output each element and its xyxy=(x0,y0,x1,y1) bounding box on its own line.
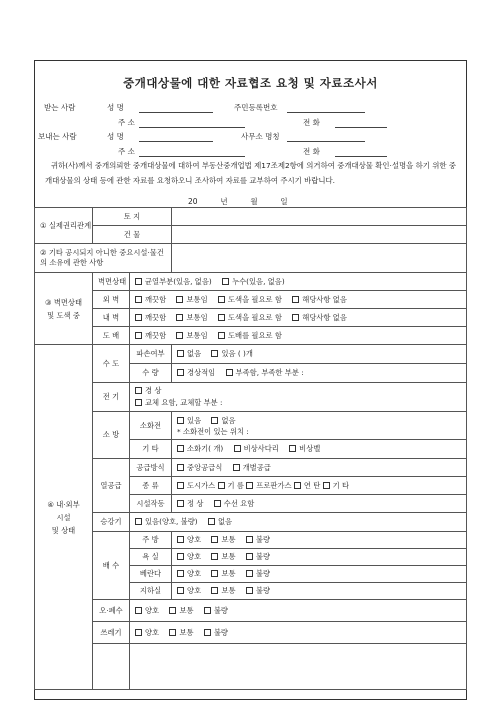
opt-label: 불량 xyxy=(213,627,228,637)
checkbox[interactable] xyxy=(204,629,211,636)
water-label: 수 도 xyxy=(93,345,130,383)
electric-label: 전 기 xyxy=(93,383,130,412)
checkbox[interactable] xyxy=(289,445,296,452)
opt-label: 비상벨 xyxy=(299,444,321,453)
opt-label: 보통 xyxy=(221,552,236,561)
wall-crack-checkbox[interactable] xyxy=(135,278,142,285)
office-field[interactable] xyxy=(287,141,365,142)
opt-label: 양호 xyxy=(187,586,202,595)
checkbox[interactable] xyxy=(169,629,176,636)
receiver-address-field[interactable] xyxy=(139,127,245,128)
drain-basement-label: 지하실 xyxy=(130,583,172,600)
checkbox[interactable] xyxy=(135,387,142,394)
checkbox[interactable] xyxy=(135,629,142,636)
opt-label: 소화기( 개) xyxy=(187,444,224,453)
opt-label: 기 름 xyxy=(227,480,244,490)
checkbox[interactable] xyxy=(211,570,218,577)
checkbox[interactable] xyxy=(169,607,176,614)
sender-address-field[interactable] xyxy=(139,156,245,157)
drain-label: 배 수 xyxy=(93,532,130,600)
checkbox[interactable] xyxy=(135,518,142,525)
section-real-rights: ① 실제권리관계 xyxy=(35,208,93,244)
opt-label: 보통 xyxy=(221,569,236,578)
checkbox[interactable] xyxy=(177,500,184,507)
electric-options xyxy=(130,383,467,412)
checkbox[interactable] xyxy=(218,332,225,339)
heating-kind-label: 종 류 xyxy=(130,477,172,495)
drain-bath-label: 욕 실 xyxy=(130,549,172,566)
water-damage-options xyxy=(172,345,467,364)
hydrant-label: 소화전 xyxy=(130,412,172,440)
section-wall-state-label: ③ 벽면상태 및 도색 중 xyxy=(44,297,83,320)
drain-kitchen-label: 주 방 xyxy=(130,532,172,549)
hydrant-note: * 소화전이 있는 위치 : xyxy=(177,426,249,436)
document-title: 중개대상물에 대한 자료협조 요청 및 자료조사서 xyxy=(123,76,378,90)
opt-label: 깨끗함 xyxy=(145,312,167,322)
checkbox[interactable] xyxy=(177,350,184,357)
checkbox[interactable] xyxy=(218,296,225,303)
opt-label: 균열부분(있음, 없음) xyxy=(145,276,212,286)
wall-options xyxy=(130,273,467,291)
water-amount-label: 수 량 xyxy=(130,364,172,383)
opt-label: 보통임 xyxy=(186,294,208,304)
opt-label: 보통 xyxy=(221,586,236,595)
opt-label: 경상적임 xyxy=(187,368,216,377)
opt-label: 불량 xyxy=(255,535,270,544)
date-day-label: 일 xyxy=(280,197,288,206)
checkbox[interactable] xyxy=(135,399,142,406)
fire-etc-options xyxy=(172,440,467,459)
date-year-prefix: 20 xyxy=(188,197,198,206)
drain-bath-options xyxy=(172,549,467,566)
heating-supply-options xyxy=(172,459,467,477)
fire-etc-label: 기 타 xyxy=(130,440,172,459)
land-value[interactable] xyxy=(172,208,467,226)
opt-label: 도색을 필요로 함 xyxy=(227,294,282,304)
drain-basement-options xyxy=(172,583,467,600)
opt-label: 해당사항 없음 xyxy=(302,312,347,322)
resident-no-field[interactable] xyxy=(287,112,365,113)
checkbox[interactable] xyxy=(135,607,142,614)
receiver-name-label: 성 명 xyxy=(107,103,124,112)
opt-label: 있음 xyxy=(187,415,202,425)
heating-label: 열공급 xyxy=(93,459,130,513)
drain-veranda-label: 베란다 xyxy=(130,566,172,583)
heating-op-label: 시설작동 xyxy=(130,495,172,513)
wall-label: 벽면상태 xyxy=(93,273,130,291)
interior-wall-options xyxy=(130,309,467,327)
opt-label: 수선 요함 xyxy=(223,498,255,508)
opt-label: 양호 xyxy=(145,627,160,637)
opt-label: 양호 xyxy=(187,552,202,561)
blank-row-label xyxy=(93,644,130,690)
date-line xyxy=(188,196,288,207)
sender-phone-field[interactable] xyxy=(335,156,387,157)
receiver-address-label: 주 소 xyxy=(118,118,135,127)
opt-label: 부족함, 부족한 부분 : xyxy=(235,368,304,377)
checkbox[interactable] xyxy=(208,518,215,525)
checkbox[interactable] xyxy=(323,482,330,489)
checkbox[interactable] xyxy=(246,553,253,560)
checkbox[interactable] xyxy=(246,536,253,543)
opt-label: 보통 xyxy=(179,627,194,637)
survey-table xyxy=(34,207,467,690)
checkbox[interactable] xyxy=(176,296,183,303)
date-year-label: 년 xyxy=(220,197,228,206)
opt-label: 도배를 필요로 함 xyxy=(227,330,282,340)
opt-label: 교체 요함, 교체할 부분 : xyxy=(145,398,223,407)
elevator-label: 승강기 xyxy=(93,513,130,532)
opt-label: 보통임 xyxy=(186,330,208,340)
section-facilities xyxy=(35,345,93,690)
request-text: 귀하(사)께서 중개의뢰한 중개대상물에 대하여 부동산중개업법 제17조제2항에 의거하여 중개대상물 확인·설명을 하기 위한 중개대상물의 상태 등에 관한 자료를 요청하오니 조사하여 자료를 교부하여 주시기 바랍니다. xyxy=(45,161,457,185)
opt-label: 보통임 xyxy=(186,312,208,322)
opt-label: 기 타 xyxy=(332,480,350,490)
checkbox[interactable] xyxy=(177,464,184,471)
opt-label: 불량 xyxy=(213,605,228,615)
opt-label: 비상사다리 xyxy=(243,444,279,453)
checkbox[interactable] xyxy=(246,587,253,594)
blank-row-value[interactable] xyxy=(130,644,467,690)
checkbox[interactable] xyxy=(177,587,184,594)
office-label: 사무소 명칭 xyxy=(241,132,280,141)
wallpaper-label: 도 배 xyxy=(93,327,130,345)
checkbox[interactable] xyxy=(218,314,225,321)
opt-label: 없음 xyxy=(221,415,236,425)
opt-label: 프로판가스 xyxy=(256,480,292,490)
checkbox[interactable] xyxy=(211,417,218,424)
fire-label: 소 방 xyxy=(93,412,130,459)
opt-label: 도시가스 xyxy=(187,480,216,490)
opt-label: 경 상 xyxy=(145,386,162,395)
land-label: 토 지 xyxy=(93,208,172,226)
wallpaper-options xyxy=(130,327,467,345)
checkbox[interactable] xyxy=(176,332,183,339)
drain-kitchen-options xyxy=(172,532,467,549)
checkbox[interactable] xyxy=(204,607,211,614)
water-damage-label: 파손여부 xyxy=(130,345,172,364)
checkbox[interactable] xyxy=(177,482,184,489)
opt-label: 불량 xyxy=(255,569,270,578)
checkbox[interactable] xyxy=(177,369,184,376)
section-facilities-label: ④ 내·외부 시설 및 상태 xyxy=(47,499,80,535)
checkbox[interactable] xyxy=(135,332,142,339)
opt-label: 있음(양호, 불량) xyxy=(145,517,198,526)
checkbox[interactable] xyxy=(226,369,233,376)
section-wall-state xyxy=(35,273,93,345)
wall-leak-checkbox[interactable] xyxy=(222,278,229,285)
opt-label: 있음 ( )개 xyxy=(221,349,253,358)
checkbox[interactable] xyxy=(214,500,221,507)
heating-op-options xyxy=(172,495,467,513)
sewage-label: 오·폐수 xyxy=(93,600,130,622)
date-month-label: 월 xyxy=(250,197,258,206)
receiver-phone-label: 전 화 xyxy=(303,118,320,127)
form-frame xyxy=(34,60,467,700)
checkbox[interactable] xyxy=(211,350,218,357)
opt-label: 개별공급 xyxy=(242,462,271,472)
opt-label: 깨끗함 xyxy=(145,294,167,304)
garbage-options xyxy=(130,622,467,644)
opt-label: 양호 xyxy=(187,535,202,544)
opt-label: 정 상 xyxy=(187,498,204,508)
sender-label: 보내는 사람 xyxy=(38,132,77,141)
checkbox[interactable] xyxy=(211,536,218,543)
checkbox[interactable] xyxy=(135,296,142,303)
exterior-wall-label: 외 벽 xyxy=(93,291,130,309)
garbage-label: 쓰레기 xyxy=(93,622,130,644)
opt-label: 불량 xyxy=(255,552,270,561)
checkbox[interactable] xyxy=(177,570,184,577)
opt-label: 보통 xyxy=(179,605,194,615)
receiver-label: 받는 사람 xyxy=(44,103,76,112)
checkbox[interactable] xyxy=(211,553,218,560)
checkbox[interactable] xyxy=(246,570,253,577)
heating-supply-label: 공급방식 xyxy=(130,459,172,477)
checkbox[interactable] xyxy=(177,417,184,424)
opt-label: 보통 xyxy=(221,535,236,544)
checkbox[interactable] xyxy=(177,553,184,560)
opt-label: 양호 xyxy=(187,569,202,578)
checkbox[interactable] xyxy=(234,445,241,452)
checkbox[interactable] xyxy=(246,482,253,489)
sender-address-label: 주 소 xyxy=(118,147,135,156)
sewage-options xyxy=(130,600,467,622)
checkbox[interactable] xyxy=(233,464,240,471)
building-label: 건 물 xyxy=(93,226,172,244)
drain-veranda-options xyxy=(172,566,467,583)
section-unregistered-facilities: ② 기타 공시되지 아니한 중요시설·물건의 소유에 관한 사항 xyxy=(35,244,172,273)
unregistered-facilities-value[interactable] xyxy=(172,244,467,273)
opt-label: 도색을 필요로 함 xyxy=(227,312,282,322)
receiver-phone-field[interactable] xyxy=(335,127,387,128)
interior-wall-label: 내 벽 xyxy=(93,309,130,327)
exterior-wall-options xyxy=(130,291,467,309)
water-amount-options xyxy=(172,364,467,383)
sender-phone-label: 전 화 xyxy=(303,147,320,156)
sender-name-label: 성 명 xyxy=(107,132,124,141)
checkbox[interactable] xyxy=(292,296,299,303)
checkbox[interactable] xyxy=(176,314,183,321)
checkbox[interactable] xyxy=(218,482,225,489)
resident-no-label: 주민등록번호 xyxy=(234,103,278,112)
checkbox[interactable] xyxy=(211,587,218,594)
hydrant-options xyxy=(172,412,467,440)
opt-label: 깨끗함 xyxy=(145,330,167,340)
opt-label: 누수(있음, 없음) xyxy=(232,276,285,286)
opt-label: 불량 xyxy=(255,586,270,595)
sender-name-field[interactable] xyxy=(139,141,213,142)
opt-label: 없음 xyxy=(217,517,233,526)
checkbox[interactable] xyxy=(292,314,299,321)
receiver-name-field[interactable] xyxy=(139,112,213,113)
checkbox[interactable] xyxy=(177,536,184,543)
checkbox[interactable] xyxy=(135,314,142,321)
opt-label: 중앙공급식 xyxy=(187,462,223,472)
checkbox[interactable] xyxy=(177,445,184,452)
checkbox[interactable] xyxy=(294,482,301,489)
elevator-options xyxy=(130,513,467,532)
opt-label: 해당사항 없음 xyxy=(302,294,347,304)
opt-label: 없음 xyxy=(187,349,202,358)
opt-label: 연 탄 xyxy=(303,480,321,490)
heating-kind-options xyxy=(172,477,467,495)
opt-label: 양호 xyxy=(145,605,160,615)
building-value[interactable] xyxy=(172,226,467,244)
